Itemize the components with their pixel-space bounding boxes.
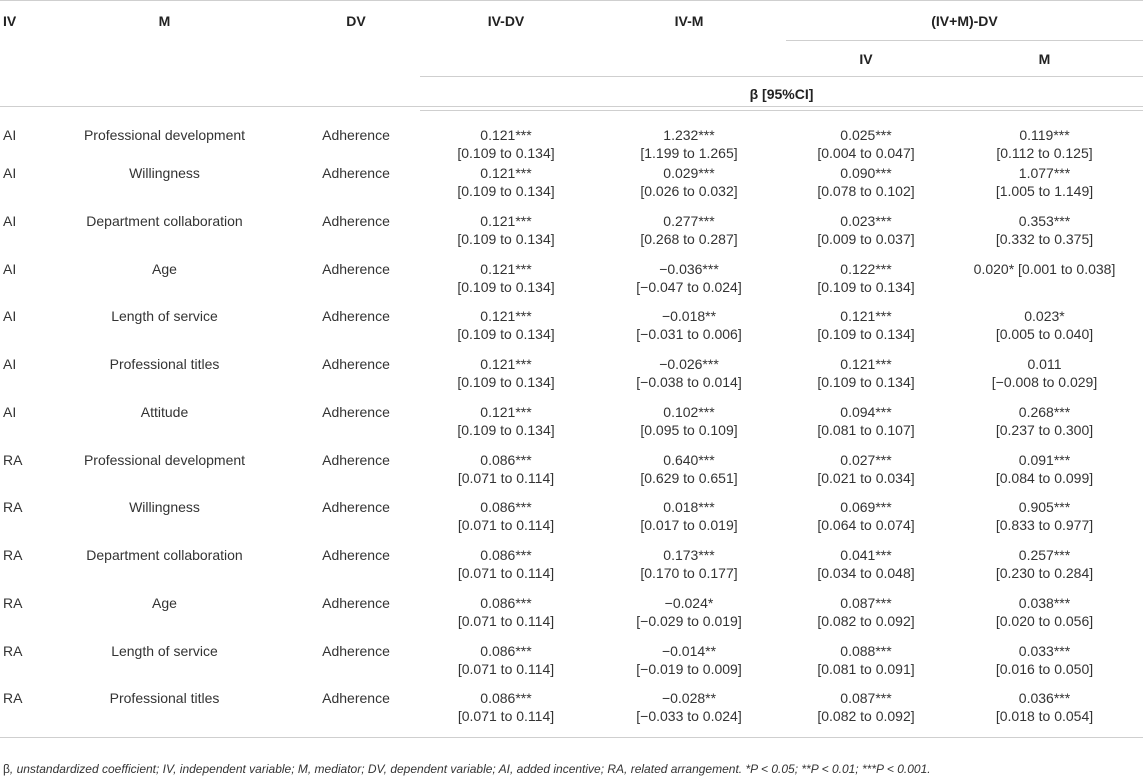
table-row (0, 111, 1143, 165)
cell-ivdv-ci: [0.109 to 0.134] (457, 421, 555, 438)
cell-ivdv-ci: [0.071 to 0.114] (457, 517, 555, 534)
table-footnote (3, 762, 1138, 776)
cell-m2-coef: 1.077*** (1018, 165, 1071, 181)
cell-iv2 (786, 546, 946, 594)
cell-ivdv-coef: 0.121*** (480, 212, 532, 229)
cell-ivdv-coef: 0.121*** (480, 127, 532, 143)
cell-iv-text: AI (3, 308, 17, 325)
cell-dv-text: Adherence (322, 547, 390, 563)
cell-m2 (946, 355, 1143, 403)
cell-ivdv (420, 260, 592, 308)
cell-iv2 (786, 307, 946, 355)
cell-dv (292, 642, 420, 690)
cell-ivdv-ci: [0.109 to 0.134] (457, 183, 555, 199)
cell-iv-text: RA (3, 690, 23, 707)
cell-m2-ci: [0.112 to 0.125] (996, 145, 1093, 161)
cell-dv-text: Adherence (322, 403, 390, 420)
cell-ivm-ci: [−0.047 to 0.024] (636, 278, 742, 295)
cell-iv2-ci: [0.081 to 0.091] (817, 660, 915, 677)
cell-ivm (592, 307, 786, 355)
cell-iv2 (786, 260, 946, 308)
cell-m (37, 689, 292, 737)
cell-ivdv (420, 594, 592, 642)
cell-m (37, 546, 292, 594)
cell-m2-coef: 0.033*** (1018, 642, 1071, 659)
cell-m (37, 260, 292, 308)
cell-iv (0, 546, 37, 594)
cell-m2-coef: 0.268*** (1018, 403, 1071, 420)
cell-m-text: Length of service (111, 308, 218, 325)
cell-m-text: Professional titles (109, 356, 220, 372)
cell-dv-text: Adherence (322, 260, 390, 277)
cell-ivdv-ci: [0.109 to 0.134] (457, 374, 555, 390)
cell-ivm-coef: 0.277*** (663, 212, 715, 229)
cell-m2 (946, 451, 1143, 499)
cell-m-text: Professional development (83, 126, 246, 143)
cell-m (37, 642, 292, 690)
cell-iv2-coef: 0.023*** (840, 212, 892, 229)
cell-m (37, 355, 292, 403)
cell-iv (0, 355, 37, 403)
cell-m2-ci: [0.230 to 0.284] (995, 565, 1094, 581)
cell-ivdv-coef: 0.121*** (480, 165, 532, 181)
cell-m2 (946, 307, 1143, 355)
cell-ivdv-ci: [0.071 to 0.114] (457, 469, 555, 486)
cell-iv2-ci: [0.064 to 0.074] (817, 517, 915, 534)
cell-ivm-ci: [0.017 to 0.019] (640, 517, 738, 534)
cell-m2-ci: [0.237 to 0.300] (995, 421, 1094, 438)
cell-ivm-coef: 0.029*** (663, 165, 715, 181)
cell-dv-text: Adherence (322, 499, 390, 516)
cell-iv-text: RA (3, 547, 23, 563)
table-row (0, 403, 1143, 451)
cell-m2-ci: [0.332 to 0.375] (995, 230, 1094, 247)
cell-m (37, 594, 292, 642)
cell-dv (292, 164, 420, 212)
cell-iv (0, 642, 37, 690)
cell-m (37, 164, 292, 212)
cell-m2-coef: 0.353*** (1018, 212, 1071, 229)
header-m: M (158, 12, 171, 29)
cell-m2-coef: 0.023* (1024, 308, 1065, 325)
cell-m (37, 403, 292, 451)
cell-ivdv-coef: 0.086*** (480, 499, 532, 516)
cell-ivm-ci: [−0.033 to 0.024] (636, 708, 742, 725)
cell-iv2 (786, 642, 946, 690)
cell-ivdv (420, 355, 592, 403)
cell-iv2 (786, 111, 946, 165)
cell-ivm-coef: −0.024* (664, 594, 714, 611)
table-body (0, 111, 1143, 738)
cell-ivdv-ci: [0.071 to 0.114] (457, 660, 555, 677)
cell-m (37, 307, 292, 355)
cell-ivm-coef: −0.036*** (659, 260, 719, 277)
cell-m2 (946, 212, 1143, 260)
cell-m-text: Age (152, 594, 177, 611)
cell-m (37, 498, 292, 546)
cell-iv2 (786, 355, 946, 403)
cell-iv2-ci: [0.082 to 0.092] (817, 612, 915, 629)
cell-iv2-ci: [0.034 to 0.048] (817, 565, 915, 581)
cell-iv2-ci: [0.082 to 0.092] (817, 708, 915, 725)
cell-iv-text: AI (3, 212, 17, 229)
cell-iv (0, 451, 37, 499)
cell-ivm (592, 451, 786, 499)
cell-m2 (946, 111, 1143, 165)
cell-iv2-ci: [0.009 to 0.037] (817, 230, 915, 247)
cell-ivm-ci: [1.199 to 1.265] (640, 145, 738, 161)
cell-iv (0, 403, 37, 451)
cell-iv (0, 594, 37, 642)
cell-iv2-coef: 0.025*** (840, 127, 892, 143)
cell-m2 (946, 642, 1143, 690)
cell-iv (0, 260, 37, 308)
cell-dv (292, 403, 420, 451)
cell-m2-coef: 0.091*** (1018, 451, 1071, 468)
cell-dv (292, 689, 420, 737)
table-row (0, 498, 1143, 546)
cell-ivdv-coef: 0.121*** (480, 308, 532, 325)
cell-iv2 (786, 451, 946, 499)
cell-iv2 (786, 403, 946, 451)
cell-ivm (592, 355, 786, 403)
header-iv-dv: IV-DV (487, 12, 525, 29)
cell-ivm-coef: 0.173*** (663, 547, 715, 563)
cell-m2-ci: [0.018 to 0.054] (995, 708, 1094, 725)
cell-iv2-ci: [0.078 to 0.102] (817, 183, 915, 199)
cell-dv (292, 451, 420, 499)
cell-m (37, 212, 292, 260)
cell-iv2-coef: 0.087*** (840, 690, 892, 707)
cell-m2-ci: [0.084 to 0.099] (995, 469, 1094, 486)
cell-m2-coef: 0.011 (1027, 356, 1062, 372)
cell-dv (292, 546, 420, 594)
cell-ivdv-coef: 0.086*** (480, 594, 532, 611)
cell-m-text: Willingness (129, 499, 200, 516)
cell-ivm-ci: [0.095 to 0.109] (640, 421, 738, 438)
cell-iv2-coef: 0.069*** (840, 499, 892, 516)
cell-ivm (592, 689, 786, 737)
cell-iv2-ci: [0.109 to 0.134] (817, 374, 915, 390)
cell-ivm-ci: [0.629 to 0.651] (640, 469, 738, 486)
cell-dv-text: Adherence (322, 308, 390, 325)
cell-iv (0, 689, 37, 737)
cell-m2-coef: 0.257*** (1018, 547, 1071, 563)
header-sub-m: M (1038, 50, 1051, 67)
cell-dv (292, 498, 420, 546)
cell-m-text: Length of service (111, 642, 218, 659)
cell-iv2-coef: 0.122*** (840, 260, 892, 277)
table-row (0, 642, 1143, 690)
footnote-beta: β (3, 762, 10, 776)
cell-ivdv-ci: [0.109 to 0.134] (457, 326, 555, 343)
cell-ivm (592, 164, 786, 212)
header-ivm-dv: (IV+M)-DV (786, 1, 1143, 41)
cell-ivm-coef: −0.028** (661, 690, 717, 707)
cell-iv2-coef: 0.121*** (840, 356, 892, 372)
cell-iv-text: RA (3, 642, 23, 659)
cell-iv (0, 498, 37, 546)
cell-dv (292, 355, 420, 403)
cell-ivdv (420, 403, 592, 451)
cell-iv (0, 307, 37, 355)
cell-ivm-coef: 0.102*** (663, 403, 715, 420)
cell-m (37, 111, 292, 165)
cell-ivm (592, 498, 786, 546)
cell-dv-text: Adherence (322, 165, 390, 181)
cell-ivm (592, 594, 786, 642)
cell-iv (0, 111, 37, 165)
table-row (0, 307, 1143, 355)
cell-iv2-coef: 0.094*** (840, 403, 892, 420)
cell-iv-text: AI (3, 403, 17, 420)
cell-m2-ci: [−0.008 to 0.029] (991, 374, 1098, 390)
cell-m2 (946, 594, 1143, 642)
cell-ivdv (420, 498, 592, 546)
cell-iv2-coef: 0.027*** (840, 451, 892, 468)
cell-dv (292, 594, 420, 642)
cell-ivdv-coef: 0.121*** (480, 356, 532, 372)
cell-dv-text: Adherence (322, 690, 390, 707)
cell-m2 (946, 164, 1143, 212)
cell-m2-coef: 0.905*** (1018, 499, 1071, 516)
cell-m (37, 451, 292, 499)
cell-dv (292, 111, 420, 165)
cell-m-text: Professional development (83, 451, 246, 468)
cell-ivdv-coef: 0.086*** (480, 690, 532, 707)
cell-iv2-ci: [0.109 to 0.134] (817, 278, 915, 295)
cell-dv (292, 307, 420, 355)
cell-ivm-ci: [0.170 to 0.177] (640, 565, 738, 581)
cell-iv-text: AI (3, 126, 17, 143)
cell-m2-coef: 0.020* [0.001 to 0.038] (973, 260, 1116, 277)
cell-m2 (946, 498, 1143, 546)
cell-dv-text: Adherence (322, 594, 390, 611)
cell-ivdv (420, 164, 592, 212)
cell-ivm-coef: 0.018*** (663, 499, 715, 516)
cell-iv-text: RA (3, 451, 23, 468)
cell-ivm (592, 212, 786, 260)
cell-ivdv (420, 642, 592, 690)
cell-ivm-coef: −0.026*** (659, 356, 719, 372)
cell-iv-text: AI (3, 356, 17, 372)
cell-dv-text: Adherence (322, 126, 390, 143)
cell-ivdv-coef: 0.121*** (480, 403, 532, 420)
cell-iv2-coef: 0.090*** (840, 165, 892, 181)
cell-ivm-coef: 1.232*** (663, 127, 715, 143)
table-row (0, 689, 1143, 737)
cell-m2-ci: [0.016 to 0.050] (995, 660, 1094, 677)
cell-ivm-ci: [0.026 to 0.032] (640, 183, 738, 199)
header-dv: DV (346, 12, 366, 29)
cell-dv (292, 212, 420, 260)
cell-ivm (592, 642, 786, 690)
cell-m2-ci: [0.833 to 0.977] (995, 517, 1094, 534)
cell-iv-text: AI (3, 165, 17, 181)
cell-ivm (592, 260, 786, 308)
cell-iv2-ci: [0.081 to 0.107] (817, 421, 915, 438)
cell-m-text: Age (152, 260, 177, 277)
cell-ivdv (420, 546, 592, 594)
header-sub-iv: IV (859, 50, 873, 67)
cell-ivdv (420, 689, 592, 737)
cell-ivdv-ci: [0.071 to 0.114] (457, 565, 555, 581)
cell-iv2-coef: 0.087*** (840, 594, 892, 611)
cell-ivm-ci: [−0.031 to 0.006] (636, 326, 742, 343)
cell-iv2-ci: [0.004 to 0.047] (817, 145, 915, 161)
cell-ivm (592, 546, 786, 594)
cell-ivdv-coef: 0.086*** (480, 642, 532, 659)
cell-m-text: Attitude (140, 403, 189, 420)
cell-ivm-ci: [−0.038 to 0.014] (636, 374, 742, 390)
table-row (0, 451, 1143, 499)
cell-ivdv (420, 451, 592, 499)
cell-dv (292, 260, 420, 308)
cell-ivdv-ci: [0.109 to 0.134] (457, 278, 555, 295)
header-iv: IV (3, 12, 17, 29)
table-row (0, 546, 1143, 594)
cell-dv-text: Adherence (322, 212, 390, 229)
cell-ivm-ci: [−0.029 to 0.019] (636, 612, 742, 629)
cell-ivm-coef: −0.014** (661, 642, 717, 659)
cell-m2 (946, 403, 1143, 451)
cell-ivm-ci: [0.268 to 0.287] (640, 230, 738, 247)
cell-iv-text: RA (3, 594, 23, 611)
cell-m-text: Department collaboration (86, 547, 243, 563)
cell-iv2 (786, 594, 946, 642)
cell-iv (0, 164, 37, 212)
table-row (0, 164, 1143, 212)
cell-ivm-coef: −0.018** (661, 308, 717, 325)
cell-ivdv-coef: 0.121*** (480, 260, 532, 277)
cell-ivm (592, 111, 786, 165)
cell-m2-coef: 0.038*** (1018, 594, 1071, 611)
cell-ivdv-coef: 0.086*** (480, 547, 532, 563)
cell-iv-text: RA (3, 499, 23, 516)
cell-iv-text: AI (3, 260, 17, 277)
table-row (0, 355, 1143, 403)
cell-m2-coef: 0.119*** (1019, 127, 1070, 143)
cell-iv2-coef: 0.088*** (840, 642, 892, 659)
cell-m2-ci: [0.020 to 0.056] (995, 612, 1094, 629)
cell-dv-text: Adherence (322, 356, 390, 372)
header-beta-ci: β [95%CI] (420, 77, 1143, 111)
table-row (0, 260, 1143, 308)
cell-iv2-coef: 0.041*** (840, 547, 892, 563)
cell-iv2 (786, 498, 946, 546)
cell-m2 (946, 260, 1143, 308)
cell-iv (0, 212, 37, 260)
cell-ivdv-ci: [0.109 to 0.134] (457, 145, 555, 161)
cell-iv2-ci: [0.021 to 0.034] (817, 469, 915, 486)
cell-ivdv-ci: [0.071 to 0.114] (457, 612, 555, 629)
cell-iv2-ci: [0.109 to 0.134] (817, 326, 915, 343)
header-iv-m: IV-M (674, 12, 704, 29)
cell-ivdv (420, 307, 592, 355)
cell-m2-coef: 0.036*** (1018, 690, 1071, 707)
cell-m2 (946, 689, 1143, 737)
cell-ivdv-coef: 0.086*** (480, 451, 532, 468)
cell-m-text: Willingness (129, 165, 200, 181)
cell-m2-ci: [1.005 to 1.149] (995, 183, 1094, 199)
cell-dv-text: Adherence (322, 642, 390, 659)
cell-dv-text: Adherence (322, 451, 390, 468)
cell-iv2-coef: 0.121*** (840, 308, 892, 325)
cell-ivdv-ci: [0.071 to 0.114] (457, 708, 555, 725)
cell-ivm-coef: 0.640*** (663, 451, 715, 468)
cell-ivm (592, 403, 786, 451)
cell-m2-ci: [0.005 to 0.040] (995, 326, 1094, 343)
cell-ivdv-ci: [0.109 to 0.134] (457, 230, 555, 247)
cell-ivdv (420, 111, 592, 165)
cell-m-text: Department collaboration (86, 212, 243, 229)
cell-ivdv (420, 212, 592, 260)
footnote-text: , unstandardized coefficient; IV, independent variable; M, mediator; DV, dependent variable; AI, added incentive; RA, related arrangement. *P < 0.05; **P < 0.01; ***P < 0.001. (9, 762, 931, 776)
table-row (0, 594, 1143, 642)
cell-iv2 (786, 164, 946, 212)
cell-iv2 (786, 212, 946, 260)
cell-ivm-ci: [−0.019 to 0.009] (636, 660, 742, 677)
cell-m2 (946, 546, 1143, 594)
cell-iv2 (786, 689, 946, 737)
cell-m-text: Professional titles (109, 690, 220, 707)
table-row (0, 212, 1143, 260)
